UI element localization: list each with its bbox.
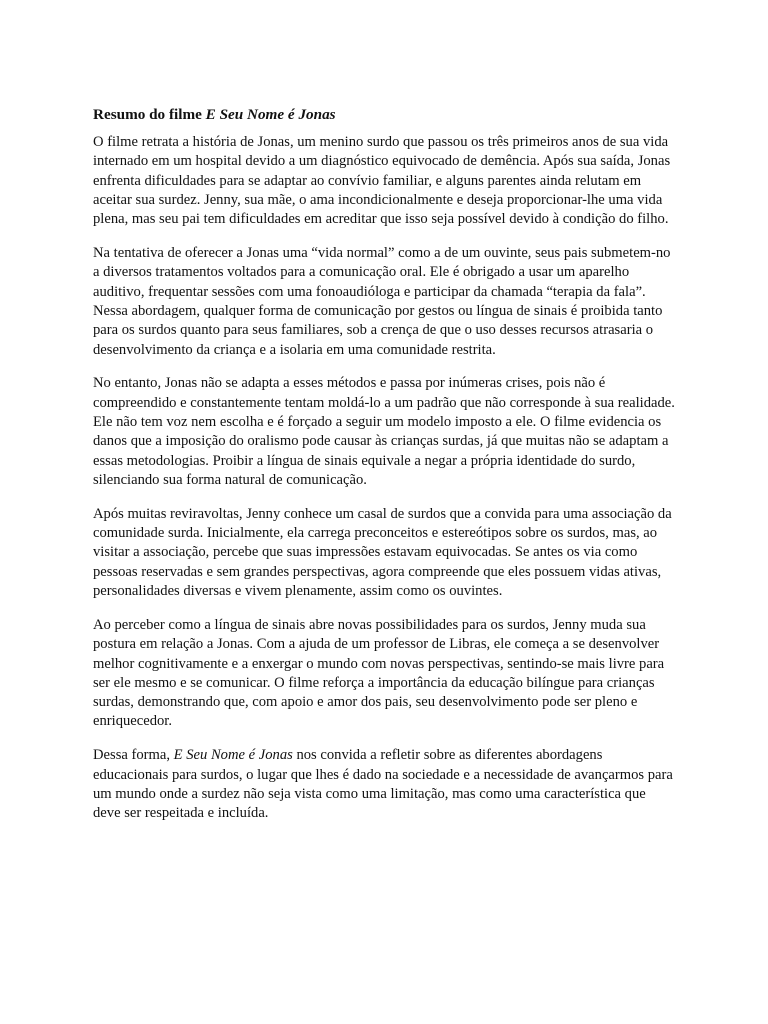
closing-suffix: nos convida a refletir sobre as diferentes abordagens educacionais para surdos, o lugar que lhes é dado na sociedade e a necessidade de avançarmos para um mundo onde a surdez não seja vista como uma limitação, mas como uma característica que deve ser respeitada e incluída. bbox=[93, 747, 673, 822]
paragraph-1: O filme retrata a história de Jonas, um menino surdo que passou os três primeiros anos de sua vida internado em um hospital devido a um diagnóstico equivocado de demência. Após sua saída, Jonas enfrenta dificuldades para se adaptar ao convívio familiar, e alguns parentes ainda relutam em aceitar sua surdez. Jenny, sua mãe, o ama incondicionalmente e deseja proporcionar-lhe uma vida plena, mas seu pai tem dificuldades em acreditar que isso seja possível devido à condição do filho. bbox=[93, 134, 671, 228]
document-title bbox=[93, 105, 675, 124]
paragraph-4: Após muitas reviravoltas, Jenny conhece um casal de surdos que a convida para uma associação da comunidade surda. Inicialmente, ela carrega preconceitos e estereótipos sobre os surdos, mas, ao visitar a associação, percebe que suas impressões estavam equivocadas. Se antes os via como pessoas reservadas e sem grandes perspectivas, agora compreende que eles possuem vidas ativas, personalidades diversas e vivem plenamente, assim como os ouvintes. bbox=[93, 505, 672, 600]
document-body bbox=[93, 105, 675, 838]
closing-prefix: Dessa forma, bbox=[93, 747, 174, 764]
title-film-name: E Seu Nome é Jonas bbox=[205, 106, 336, 123]
paragraph-2: Na tentativa de oferecer a Jonas uma “vida normal” como a de um ouvinte, seus pais submetem-no a diversos tratamentos voltados para a comunicação oral. Ele é obrigado a usar um aparelho auditivo, frequentar sessões com uma fonoaudióloga e participar da chamada “terapia da fala”. Nessa abordagem, qualquer forma de comunicação por gestos ou língua de sinais é proibida tanto para os surdos quanto para seus familiares, sob a crença de que o uso desses recursos atrasaria o desenvolvimento da criança e a isolaria em uma comunidade restrita. bbox=[93, 245, 671, 358]
closing-film-name: E Seu Nome é Jonas bbox=[173, 747, 293, 764]
paragraph-closing bbox=[93, 746, 675, 823]
paragraph-5: Ao perceber como a língua de sinais abre novas possibilidades para os surdos, Jenny muda sua postura em relação a Jonas. Com a ajuda de um professor de Libras, ele começa a se desenvolver melhor cognitivamente e a enxergar o mundo com novas perspectivas, sentindo-se mais livre para ser ele mesmo e se comunicar. O filme reforça a importância da educação bilíngue para crianças surdas, demonstrando que, com apoio e amor dos pais, seu desenvolvimento pode ser pleno e enriquecedor. bbox=[93, 616, 665, 730]
paragraph-3: No entanto, Jonas não se adapta a esses métodos e passa por inúmeras crises, pois não é compreendido e constantemente tentam moldá-lo a um padrão que não corresponde à sua realidade. Ele não tem voz nem escolha e é forçado a seguir um modelo imposto a ele. O filme evidencia os danos que a imposição do oralismo pode causar às crianças surdas, já que muitas não se adaptam a essas metodologias. Proibir a língua de sinais equivale a negar a própria identidade do surdo, silenciando sua forma natural de comunicação. bbox=[93, 375, 675, 488]
title-prefix: Resumo do filme bbox=[93, 106, 206, 123]
